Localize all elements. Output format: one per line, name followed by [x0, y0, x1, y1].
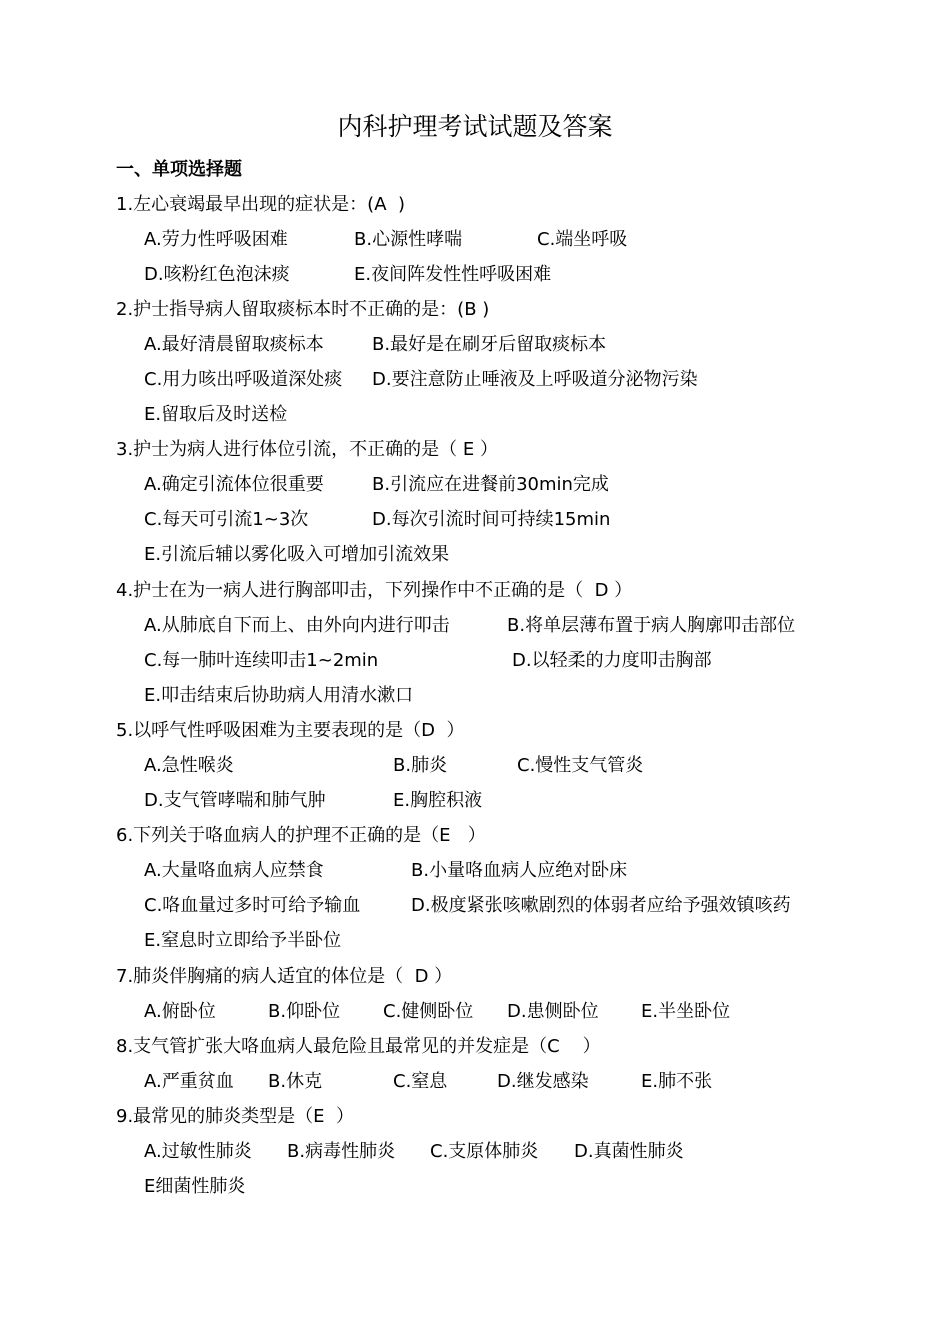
question-stem: 4.护士在为一病人进行胸部叩击，下列操作中不正确的是（ D ） [116, 580, 633, 601]
option: B.休克 [268, 1071, 323, 1092]
question-stem: 3.护士为病人进行体位引流，不正确的是（ E ） [116, 439, 498, 460]
option: C.用力咳出呼吸道深处痰 [144, 369, 343, 390]
option: A.大量咯血病人应禁食 [144, 860, 324, 881]
option: E.窒息时立即给予半卧位 [144, 930, 342, 951]
option: E.夜间阵发性性呼吸困难 [354, 264, 552, 285]
option: E.引流后辅以雾化吸入可增加引流效果 [144, 544, 450, 565]
option: C.慢性支气管炎 [517, 755, 644, 776]
option: A.从肺底自下而上、由外向内进行叩击 [144, 615, 450, 636]
option: B.小量咯血病人应绝对卧床 [411, 860, 628, 881]
question-stem: 7.肺炎伴胸痛的病人适宜的体位是（ D ） [116, 966, 453, 987]
option: E细菌性肺炎 [144, 1176, 246, 1197]
option: C.每一肺叶连续叩击1~2min [144, 650, 379, 671]
option: A.过敏性肺炎 [144, 1141, 252, 1162]
option: B.病毒性肺炎 [287, 1141, 396, 1162]
option: C.每天可引流1~3次 [144, 509, 309, 530]
option: D.每次引流时间可持续15min [372, 509, 611, 530]
question-stem: 1.左心衰竭最早出现的症状是：(A ) [116, 194, 405, 215]
option: A.严重贫血 [144, 1071, 234, 1092]
question-stem: 9.最常见的肺炎类型是（E ） [116, 1106, 354, 1127]
option: C.支原体肺炎 [430, 1141, 539, 1162]
option: D.极度紧张咳嗽剧烈的体弱者应给予强效镇咳药 [411, 895, 791, 916]
option: B.仰卧位 [268, 1001, 341, 1022]
option: B.最好是在刷牙后留取痰标本 [372, 334, 607, 355]
option: E.胸腔积液 [393, 790, 483, 811]
option: D.以轻柔的力度叩击胸部 [512, 650, 712, 671]
option: A.急性喉炎 [144, 755, 234, 776]
question-stem: 6.下列关于咯血病人的护理不正确的是（E ） [116, 825, 486, 846]
option: B.将单层薄布置于病人胸廓叩击部位 [507, 615, 796, 636]
option: C.端坐呼吸 [537, 229, 628, 250]
section-heading: 一、单项选择题 [116, 159, 242, 180]
option: B.肺炎 [393, 755, 448, 776]
option: E.肺不张 [641, 1071, 713, 1092]
option: D.支气管哮喘和肺气肿 [144, 790, 326, 811]
option: B.心源性哮喘 [354, 229, 463, 250]
option: E.半坐卧位 [641, 1001, 731, 1022]
question-stem: 2.护士指导病人留取痰标本时不正确的是：(B ) [116, 299, 490, 320]
option: E.留取后及时送检 [144, 404, 288, 425]
option: E.叩击结束后协助病人用清水漱口 [144, 685, 414, 706]
option: C.健侧卧位 [383, 1001, 474, 1022]
page-title: 内科护理考试试题及答案 [337, 112, 613, 141]
option: A.确定引流体位很重要 [144, 474, 324, 495]
question-stem: 8.支气管扩张大咯血病人最危险且最常见的并发症是（C ） [116, 1036, 601, 1057]
question-stem: 5.以呼气性呼吸困难为主要表现的是（D ） [116, 720, 465, 741]
option: C.窒息 [393, 1071, 448, 1092]
option: D.要注意防止唾液及上呼吸道分泌物污染 [372, 369, 698, 390]
option: D.咳粉红色泡沫痰 [144, 264, 290, 285]
option: D.真菌性肺炎 [574, 1141, 684, 1162]
option: D.继发感染 [497, 1071, 589, 1092]
option: A.最好清晨留取痰标本 [144, 334, 324, 355]
option: A.俯卧位 [144, 1001, 216, 1022]
option: D.患侧卧位 [507, 1001, 599, 1022]
option: C.咯血量过多时可给予输血 [144, 895, 361, 916]
option: B.引流应在进餐前30min完成 [372, 474, 609, 495]
option: A.劳力性呼吸困难 [144, 229, 288, 250]
